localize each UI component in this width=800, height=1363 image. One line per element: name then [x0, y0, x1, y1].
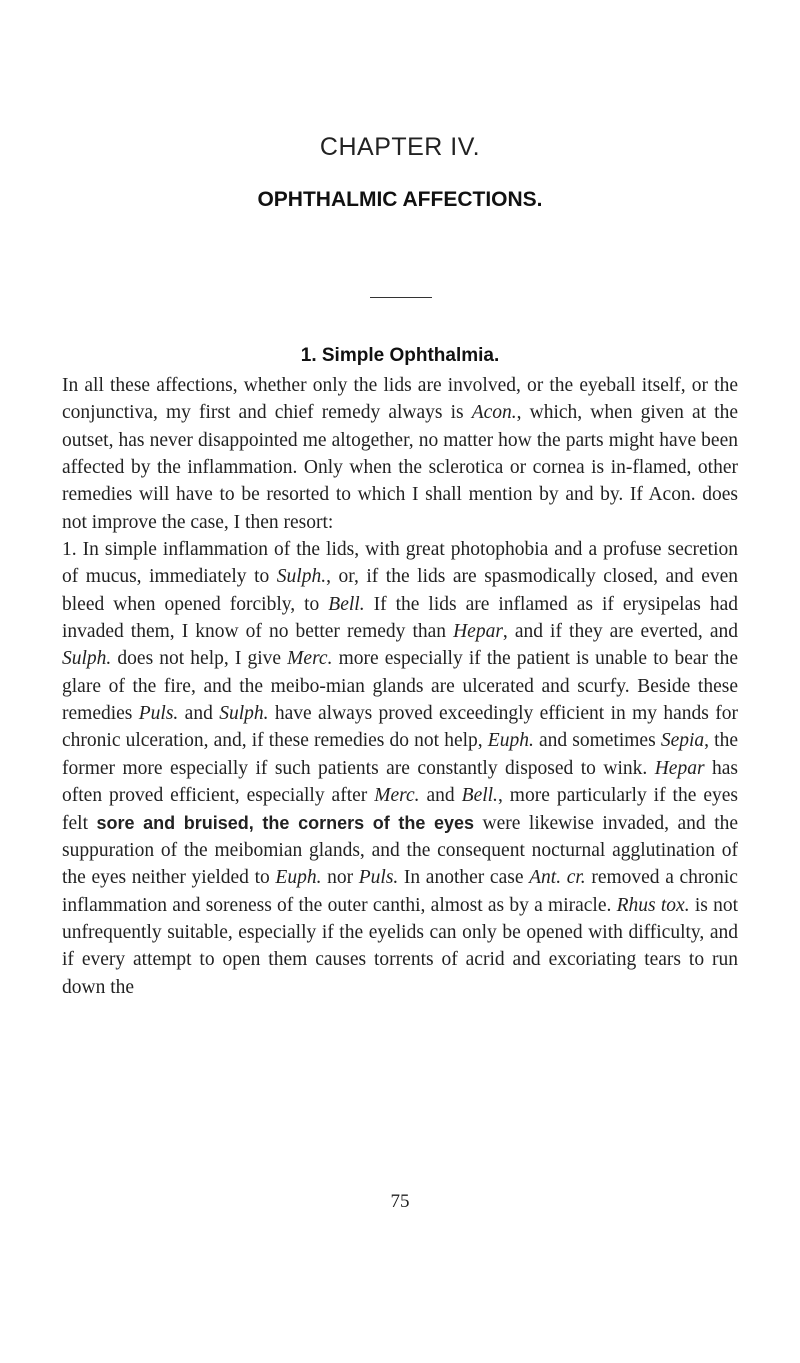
- remedy-name: Hepar: [654, 757, 705, 779]
- remedy-name: Sulph.: [276, 566, 327, 588]
- remedy-name: Ant. cr.: [529, 867, 586, 889]
- remedy-name: Euph.: [487, 730, 534, 752]
- remedy-name: Rhus tox.: [616, 894, 690, 916]
- remedy-name: Bell.: [461, 785, 498, 807]
- remedy-name: Puls.: [138, 703, 179, 725]
- remedy-name: Bell.: [328, 593, 365, 615]
- remedy-name: Sulph.: [219, 703, 269, 725]
- body-text: [62, 372, 738, 1001]
- remedy-name: Sepia: [660, 730, 705, 752]
- paragraph-remedies: 1. In simple inflammation of the lids, with great photophobia and a profuse secretion of mucus, immediately to Sulph., or, if the lids are spasmodically closed, and even bleed when opened forcibly, to Bell. If the lids are inflamed as if erysipelas had invaded them, I know of no better remedy than Hepar, and if they are everted, and Sulph. does not help, I give Merc. more especially if the patient is unable to bear the glare of the fire, and the meibo-mian glands are ulcerated and scurfy. Beside these remedies Puls. and Sulph. have always proved exceedingly efficient in my hands for chronic ulceration, and, if these remedies do not help, Euph. and sometimes Sepia, the former more especially if such patients are constantly disposed to wink. Hepar has often proved efficient, especially after Merc. and Bell., more particularly if the eyes felt sore and bruised, the corners of the eyes were likewise invaded, and the suppuration of the meibomian glands, and the consequent nocturnal agglutination of the eyes neither yielded to Euph. nor Puls. In another case Ant. cr. removed a chronic inflammation and soreness of the outer canthi, almost as by a miracle. Rhus tox. is not unfrequently suitable, especially if the eyelids can only be opened with difficulty, and if every attempt to open them causes torrents of acrid and excoriating tears to run down the: [62, 539, 739, 998]
- remedy-name: Sulph.: [62, 648, 112, 670]
- remedy-name: Merc.: [287, 648, 333, 670]
- remedy-name: Merc.: [374, 785, 420, 807]
- chapter-heading: CHAPTER IV.: [319, 133, 481, 161]
- bold-phrase: sore and bruised, the corners of the eyes: [96, 812, 475, 833]
- divider-rule: [370, 297, 432, 298]
- remedy-name: Acon.: [471, 402, 517, 424]
- paragraph-intro: In all these affections, whether only the lids are involved, or the eyeball itself, or the conjunctiva, my first and chief remedy always is Acon., which, when given at the outset, has never disappointed me altogether, no matter how the parts might have been affected by the inflammation. Only when the sclerotica or cornea is in-flamed, other remedies will have to be resorted to which I shall mention by and by. If Acon. does not improve the case, I then resort:: [62, 375, 738, 533]
- remedy-name: Hepar: [453, 621, 503, 643]
- section-title: OPHTHALMIC AFFECTIONS.: [257, 188, 543, 211]
- remedy-name: Euph.: [275, 867, 322, 889]
- remedy-name: Puls.: [358, 867, 399, 889]
- page-number: 75: [390, 1191, 410, 1212]
- subsection-title: 1. Simple Ophthalmia.: [300, 345, 500, 366]
